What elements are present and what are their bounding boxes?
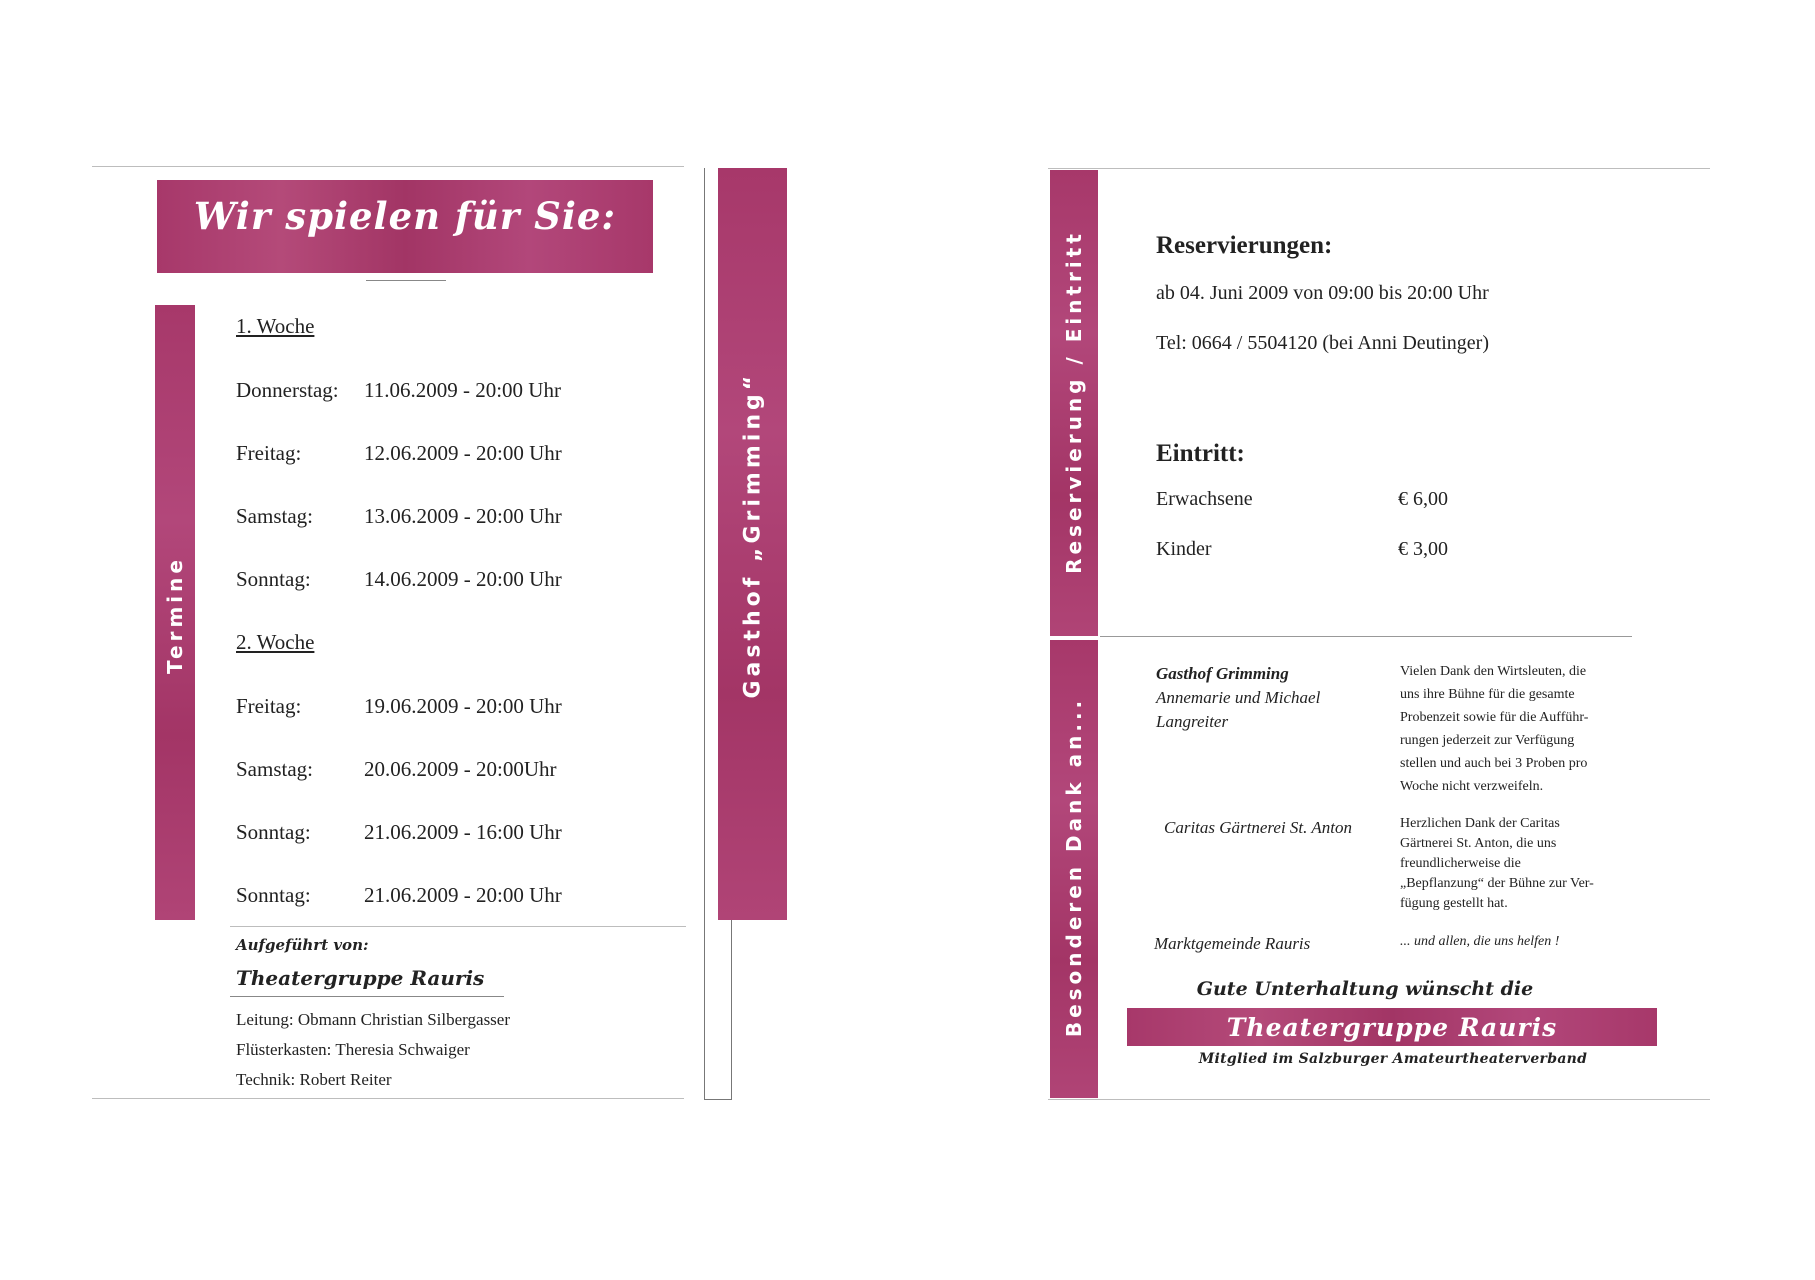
price-value: € 3,00 — [1398, 538, 1448, 560]
schedule-date: 11.06.2009 - 20:00 Uhr — [364, 378, 561, 402]
thanks-text-line: Woche nicht verzweifeln. — [1400, 779, 1544, 794]
thanks-text-line: Probenzeit sowie für die Aufführ- — [1400, 710, 1589, 725]
thanks-text-line: uns ihre Bühne für die gesamte — [1400, 687, 1575, 702]
top-rule — [92, 166, 684, 167]
thanks-name — [1164, 816, 1394, 840]
thanks-text-line: rungen jederzeit zur Verfügung — [1400, 733, 1575, 748]
closing-member: Mitglied im Salzburger Amateurtheaterverband — [1198, 1051, 1588, 1067]
title-underline — [366, 280, 446, 281]
schedule-day: Samstag: — [236, 504, 313, 528]
credit-line: Technik: Robert Reiter — [236, 1070, 392, 1089]
group-name: Theatergruppe Rauris — [236, 966, 485, 990]
schedule-day: Freitag: — [236, 694, 302, 718]
schedule-date: 19.06.2009 - 20:00 Uhr — [364, 694, 562, 718]
thanks-text-line: Herzlichen Dank der Caritas — [1400, 816, 1560, 831]
spine-left-line — [704, 168, 705, 1100]
thanks-text-line: „Bepflanzung“ der Bühne zur Ver- — [1400, 876, 1594, 891]
reservation-phone: Tel: 0664 / 5504120 (bei Anni Deutinger) — [1156, 332, 1489, 354]
spine-right-line — [731, 920, 732, 1100]
thanks-name-line: Annemarie und Michael — [1156, 688, 1321, 707]
thanks-text-line: ... und allen, die uns helfen ! — [1400, 934, 1560, 949]
thanks-name-line: Marktgemeinde Rauris — [1154, 934, 1311, 953]
thanks-text-line: Vielen Dank den Wirtsleuten, die — [1400, 664, 1587, 679]
spine-band — [718, 168, 787, 920]
schedule-day: Sonntag: — [236, 883, 311, 907]
schedule-date: 20.06.2009 - 20:00Uhr — [364, 757, 557, 781]
closing-line: Gute Unterhaltung wünscht die — [1196, 978, 1534, 1000]
price-label: Kinder — [1156, 538, 1212, 560]
thanks-side-band — [1050, 640, 1098, 1098]
thanks-rule — [1100, 636, 1632, 637]
bottom-rule — [92, 1098, 684, 1099]
schedule-date: 21.06.2009 - 20:00 Uhr — [364, 883, 562, 907]
entry-title: Eintritt: — [1156, 440, 1245, 467]
credit-line: Leitung: Obmann Christian Silbergasser — [236, 1010, 511, 1029]
thanks-text-line: freundlicherweise die — [1400, 856, 1521, 871]
title-banner — [157, 180, 653, 273]
termine-side-band — [155, 305, 195, 920]
performed-by-label: Aufgeführt von: — [236, 936, 369, 954]
reservation-line: ab 04. Juni 2009 von 09:00 bis 20:00 Uhr — [1156, 282, 1489, 304]
schedule-day: Sonntag: — [236, 567, 311, 591]
thanks-text — [1400, 930, 1632, 953]
termine-side-label: Termine — [163, 556, 187, 674]
thanks-name-line: Langreiter — [1156, 712, 1229, 731]
schedule-date: 13.06.2009 - 20:00 Uhr — [364, 504, 562, 528]
reservation-side-band — [1050, 170, 1098, 636]
closing-banner — [1127, 1008, 1657, 1046]
schedule-day: Donnerstag: — [236, 378, 339, 402]
thanks-text-line: stellen und auch bei 3 Proben pro — [1400, 756, 1588, 771]
thanks-side-label: Besonderen Dank an... — [1062, 696, 1086, 1038]
group-underline — [230, 996, 504, 997]
thanks-text — [1400, 814, 1632, 914]
week1-label: 1. Woche — [236, 314, 315, 338]
credit-line: Flüsterkasten: Theresia Schwaiger — [236, 1040, 470, 1059]
schedule-day: Samstag: — [236, 757, 313, 781]
thanks-text-line: fügung gestellt hat. — [1400, 896, 1508, 911]
price-value: € 6,00 — [1398, 488, 1448, 510]
schedule-date: 14.06.2009 - 20:00 Uhr — [364, 567, 562, 591]
credits-rule — [230, 926, 686, 927]
thanks-name-line: Gasthof Grimming — [1156, 664, 1289, 683]
closing-group: Theatergruppe Rauris — [1226, 1013, 1558, 1042]
reservation-side-label: Reservierung / Eintritt — [1062, 230, 1086, 574]
thanks-text-line: Gärtnerei St. Anton, die uns — [1400, 836, 1557, 851]
right-top-rule — [1048, 168, 1710, 169]
reservation-title: Reservierungen: — [1156, 232, 1333, 259]
schedule-date: 12.06.2009 - 20:00 Uhr — [364, 441, 562, 465]
thanks-text — [1400, 660, 1632, 798]
schedule-date: 21.06.2009 - 16:00 Uhr — [364, 820, 562, 844]
thanks-name-line: Caritas Gärtnerei St. Anton — [1164, 818, 1352, 837]
price-label: Erwachsene — [1156, 488, 1253, 510]
schedule-day: Freitag: — [236, 441, 302, 465]
thanks-name — [1156, 662, 1366, 734]
page-title: Wir spielen für Sie: — [193, 194, 617, 238]
spine-bottom-line — [704, 1099, 732, 1100]
week2-label: 2. Woche — [236, 630, 315, 654]
spine-label: Gasthof „Grimming“ — [740, 371, 766, 699]
schedule-day: Sonntag: — [236, 820, 311, 844]
thanks-name — [1154, 932, 1384, 956]
right-bottom-rule — [1048, 1099, 1710, 1100]
